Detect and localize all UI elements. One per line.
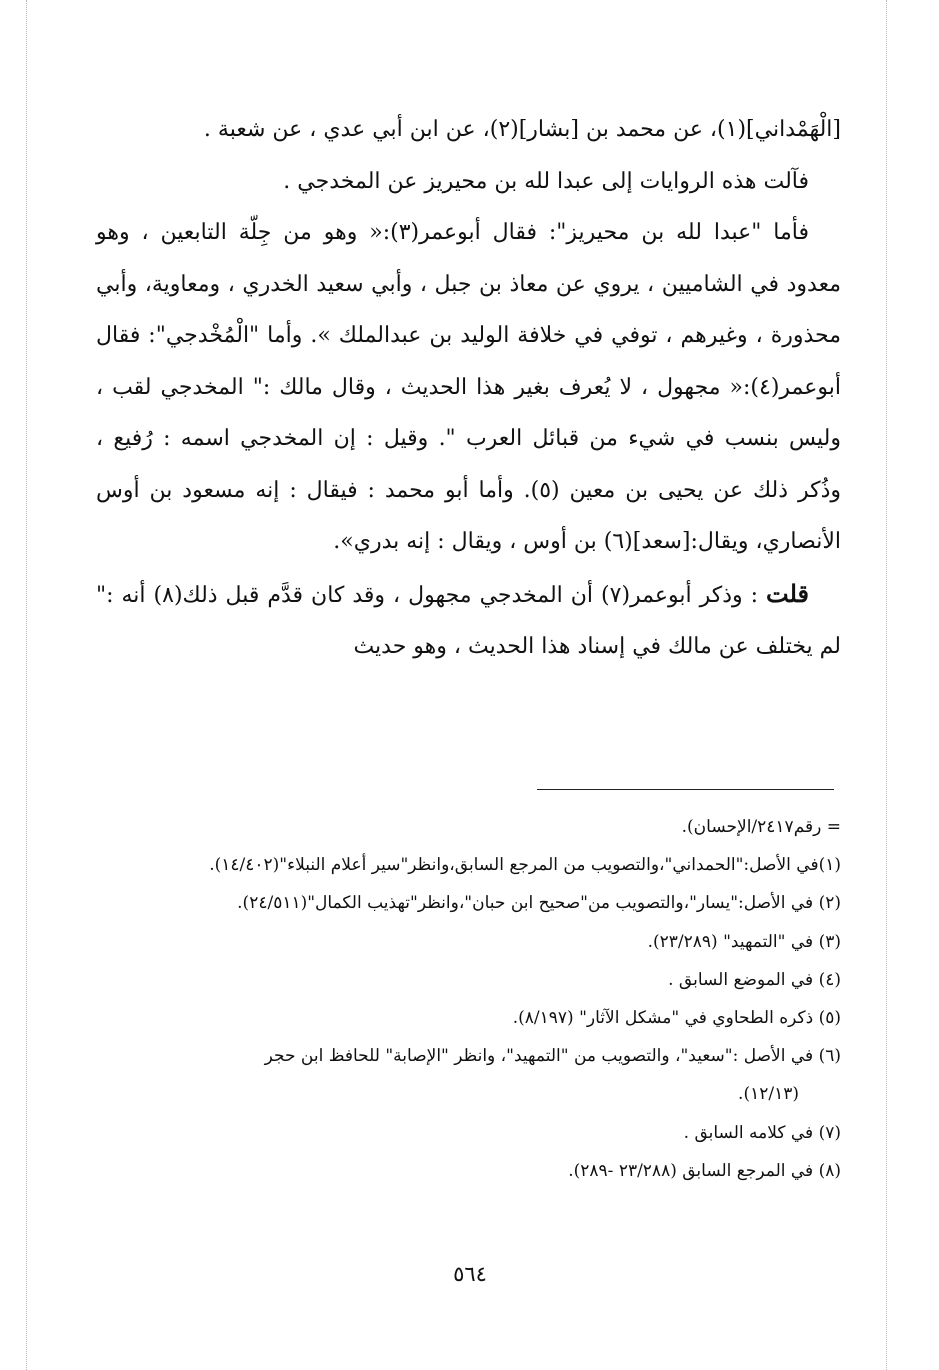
- footnote-4: (٤) في الموضع السابق .: [668, 969, 841, 990]
- page-number: ٥٦٤: [453, 1262, 487, 1286]
- paragraph-2: فآلت هذه الروايات إلى عبدا لله بن محيريز عن المخدجي .: [283, 168, 809, 194]
- scan-edge-left: [26, 0, 27, 1370]
- paragraph-1: [الْهَمْداني](١)، عن محمد بن [بشار](٢)، عن ابن أبي عدي ، عن شعبة .: [203, 117, 841, 142]
- paragraph-4-text: : وذكر أبوعمر(٧) أن المخدجي مجهول ، وقد كان قدَّم قبل ذلك(٨) أنه :" لم يختلف عن مالك في إسناد هذا الحديث ، وهو حديث: [96, 582, 841, 659]
- footnote-1: (١)في الأصل:"الحمداني"،والتصويب من المرجع السابق،وانظر"سير أعلام النبلاء"(١٤/٤٠٢).: [209, 855, 841, 876]
- footnote-continuation: = رقم٢٤١٧/الإحسان).: [681, 817, 841, 837]
- footnotes: [96, 808, 841, 1190]
- footnote-2: (٢) في الأصل:"يسار"،والتصويب من"صحيح ابن حبان"،وانظر"تهذيب الكمال"(٢٤/٥١١).: [237, 893, 841, 914]
- paragraph-3: فأما "عبدا لله بن محيريز": فقال أبوعمر(٣):« وهو من جِلّة التابعين ، وهو معدود في الشاميين ، يروي عن معاذ بن جبل ، وأبي سعيد الخدري ، ومعاوية، وأبي محذورة ، وغيرهم ، توفي في خلافة الوليد بن عبدالملك ». وأما "الْمُخْدجي": فقال أبوعمر(٤):« مجهول ، لا يُعرف بغير هذا الحديث ، وقال مالك :" المخدجي لقب ، وليس بنسب في شيء من قبائل العرب ". وقيل : إن المخدجي اسمه : رُفيع ، وذُكر ذلك عن يحيى بن معين (٥). وأما أبو محمد : فيقال : إنه مسعود بن أوس الأنصاري، ويقال:[سعد](٦) بن أوس ، ويقال : إنه بدري».: [96, 220, 841, 554]
- paragraph-4: [96, 568, 841, 673]
- footnote-7: (٧) في كلامه السابق .: [683, 1122, 841, 1143]
- qult-label: قلت: [766, 578, 809, 608]
- footnote-5: (٥) ذكره الطحاوي في "مشكل الآثار" (٨/١٩٧).: [512, 1008, 841, 1029]
- footnote-6: (٦) في الأصل :"سعيد"، والتصويب من "التمهيد"، وانظر "الإصابة" للحافظ ابن حجر: [264, 1046, 841, 1067]
- footnote-separator: [537, 789, 834, 790]
- main-text-block: [96, 104, 841, 673]
- footnote-8: (٨) في المرجع السابق (٢٣/٢٨٨ -٢٨٩).: [568, 1160, 841, 1181]
- footnote-3: (٣) في "التمهيد" (٢٣/٢٨٩).: [647, 931, 841, 952]
- scan-edge-right: [886, 0, 887, 1370]
- footnote-6-continued: (١٢/١٣).: [738, 1084, 799, 1105]
